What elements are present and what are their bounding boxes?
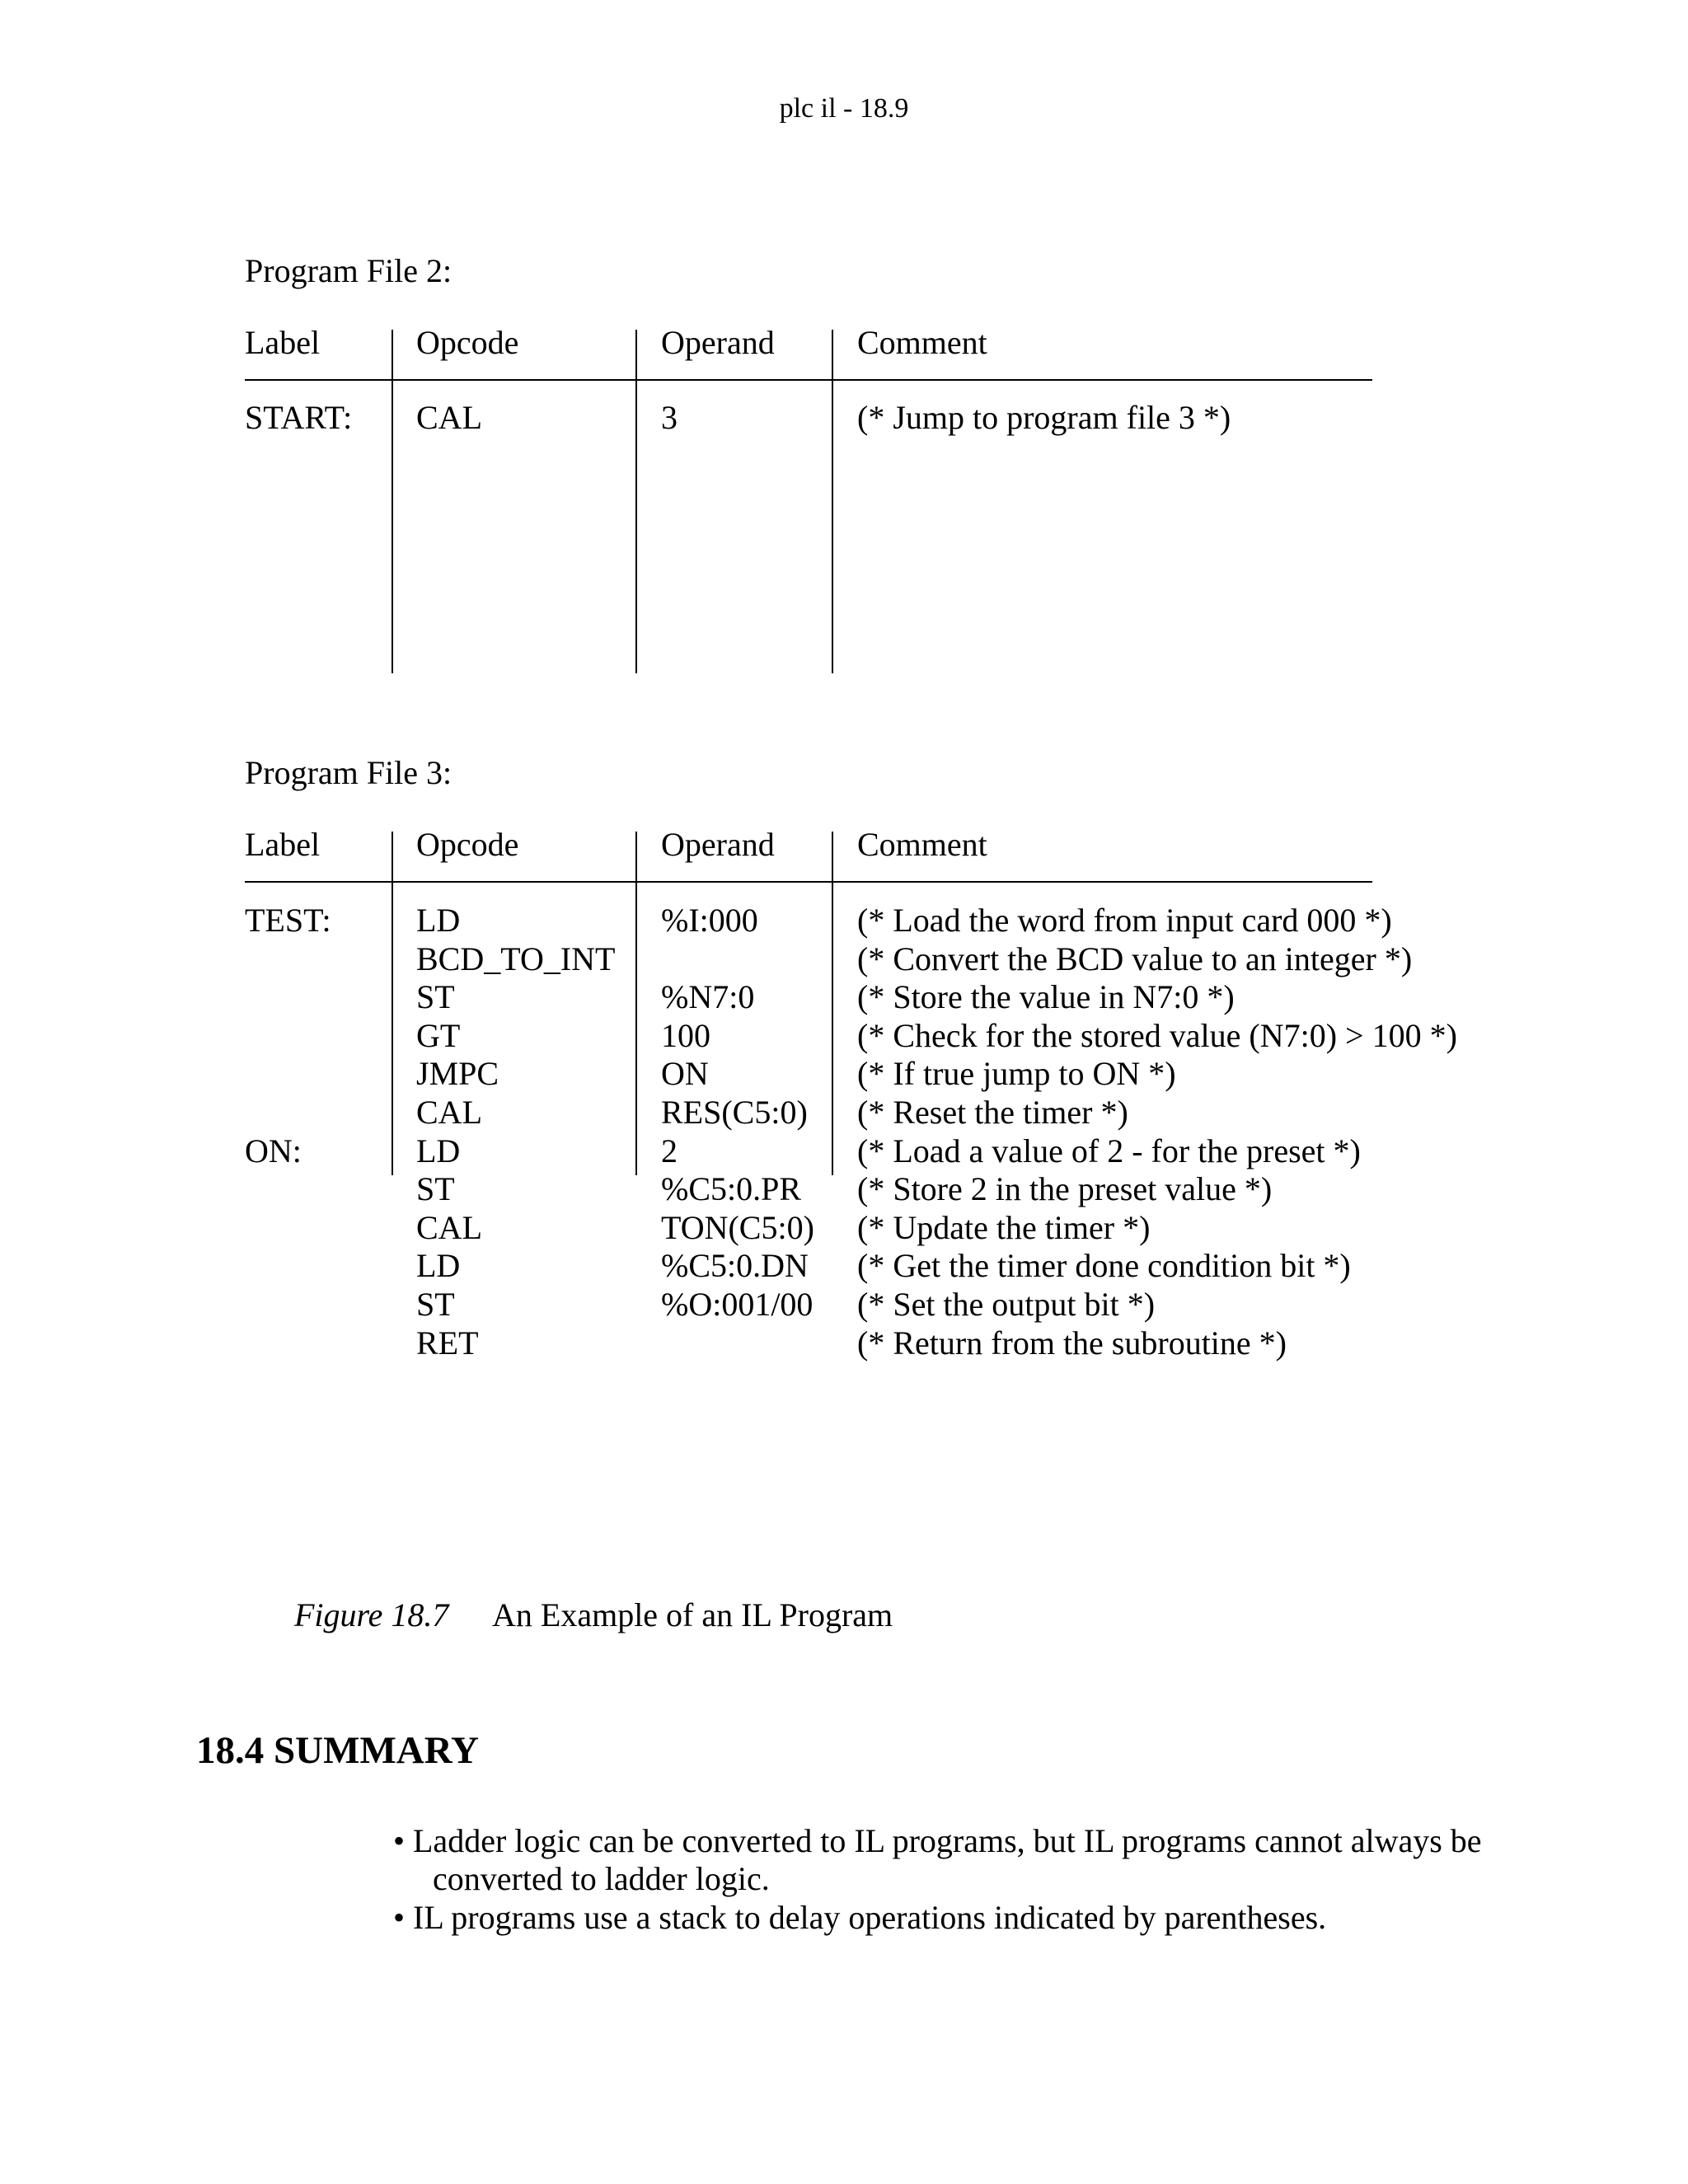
pf3-row-opcode: ST bbox=[416, 978, 455, 1016]
pf3-row-opcode: LD bbox=[416, 1247, 461, 1285]
pf3-row-opcode: GT bbox=[416, 1016, 461, 1054]
pf3-header-operand: Operand bbox=[661, 826, 775, 863]
summary-bullet-text: IL programs use a stack to delay operations indicated by parentheses. bbox=[413, 1899, 1327, 1936]
program-file-2-title: Program File 2: bbox=[245, 252, 452, 289]
pf3-row-operand: ON bbox=[661, 1055, 709, 1093]
summary-heading: 18.4 SUMMARY bbox=[196, 1729, 479, 1772]
program-file-3-title: Program File 3: bbox=[245, 754, 452, 791]
pf2-header-label: Label bbox=[245, 324, 321, 361]
pf3-row-operand: %O:001/00 bbox=[661, 1286, 814, 1323]
pf2-header-rule bbox=[245, 379, 1372, 381]
pf2-row-comment: (* Jump to program file 3 *) bbox=[857, 399, 1231, 436]
pf3-column-divider bbox=[392, 832, 393, 1175]
pf3-row-comment: (* Check for the stored value (N7:0) > 100 *) bbox=[857, 1016, 1457, 1054]
pf3-row-comment: (* Store 2 in the preset value *) bbox=[857, 1170, 1273, 1208]
summary-bullet-marker: • bbox=[393, 1822, 406, 1859]
pf3-row-operand: RES(C5:0) bbox=[661, 1094, 808, 1131]
pf3-header-opcode: Opcode bbox=[416, 826, 519, 863]
pf3-row-opcode: CAL bbox=[416, 1208, 482, 1246]
pf3-row-label: ON: bbox=[245, 1132, 302, 1169]
pf3-row-comment: (* Load the word from input card 000 *) bbox=[857, 902, 1392, 939]
pf2-column-divider bbox=[832, 330, 833, 673]
figure-caption: An Example of an IL Program bbox=[492, 1596, 893, 1633]
pf3-row-comment: (* If true jump to ON *) bbox=[857, 1055, 1176, 1093]
pf3-row-comment: (* Set the output bit *) bbox=[857, 1286, 1156, 1323]
pf3-row-comment: (* Reset the timer *) bbox=[857, 1094, 1128, 1131]
pf3-row-operand: 2 bbox=[661, 1132, 678, 1169]
pf3-row-operand: %C5:0.PR bbox=[661, 1170, 802, 1208]
pf3-row-operand: %I:000 bbox=[661, 902, 758, 939]
summary-bullet-text: Ladder logic can be converted to IL programs, but IL programs cannot always be bbox=[413, 1822, 1482, 1859]
pf3-row-comment: (* Store the value in N7:0 *) bbox=[857, 978, 1235, 1016]
pf3-row-operand: 100 bbox=[661, 1016, 710, 1054]
pf3-row-comment: (* Convert the BCD value to an integer *) bbox=[857, 940, 1413, 977]
pf2-column-divider bbox=[635, 330, 637, 673]
pf3-header-comment: Comment bbox=[857, 826, 987, 863]
pf2-row-operand: 3 bbox=[661, 399, 678, 436]
pf3-header-label: Label bbox=[245, 826, 321, 863]
pf2-column-divider bbox=[392, 330, 393, 673]
pf3-row-comment: (* Update the timer *) bbox=[857, 1208, 1151, 1246]
pf3-column-divider bbox=[832, 832, 833, 1175]
pf2-row-opcode: CAL bbox=[416, 399, 482, 436]
pf3-row-opcode: CAL bbox=[416, 1094, 482, 1131]
figure-label: Figure 18.7 bbox=[294, 1596, 449, 1633]
pf3-column-divider bbox=[635, 832, 637, 1175]
pf3-row-opcode: RET bbox=[416, 1324, 479, 1361]
pf2-header-comment: Comment bbox=[857, 324, 987, 361]
pf3-row-label: TEST: bbox=[245, 902, 331, 939]
page-header: plc il - 18.9 bbox=[779, 93, 909, 124]
pf3-row-opcode: LD bbox=[416, 902, 461, 939]
pf3-row-operand: %N7:0 bbox=[661, 978, 755, 1016]
pf3-row-comment: (* Return from the subroutine *) bbox=[857, 1324, 1287, 1361]
pf3-header-rule bbox=[245, 881, 1372, 883]
pf3-row-opcode: LD bbox=[416, 1132, 461, 1169]
pf3-row-opcode: ST bbox=[416, 1286, 455, 1323]
pf3-row-opcode: JMPC bbox=[416, 1055, 499, 1093]
summary-bullet-text-continued: converted to ladder logic. bbox=[433, 1860, 770, 1897]
pf3-row-opcode: BCD_TO_INT bbox=[416, 940, 616, 977]
pf2-row-label: START: bbox=[245, 399, 353, 436]
pf2-header-opcode: Opcode bbox=[416, 324, 519, 361]
pf2-header-operand: Operand bbox=[661, 324, 775, 361]
pf3-row-comment: (* Get the timer done condition bit *) bbox=[857, 1247, 1351, 1285]
pf3-row-operand: TON(C5:0) bbox=[661, 1208, 814, 1246]
pf3-row-opcode: ST bbox=[416, 1170, 455, 1208]
summary-bullet-marker: • bbox=[393, 1899, 406, 1936]
pf3-row-operand: %C5:0.DN bbox=[661, 1247, 809, 1285]
pf3-row-comment: (* Load a value of 2 - for the preset *) bbox=[857, 1132, 1361, 1169]
